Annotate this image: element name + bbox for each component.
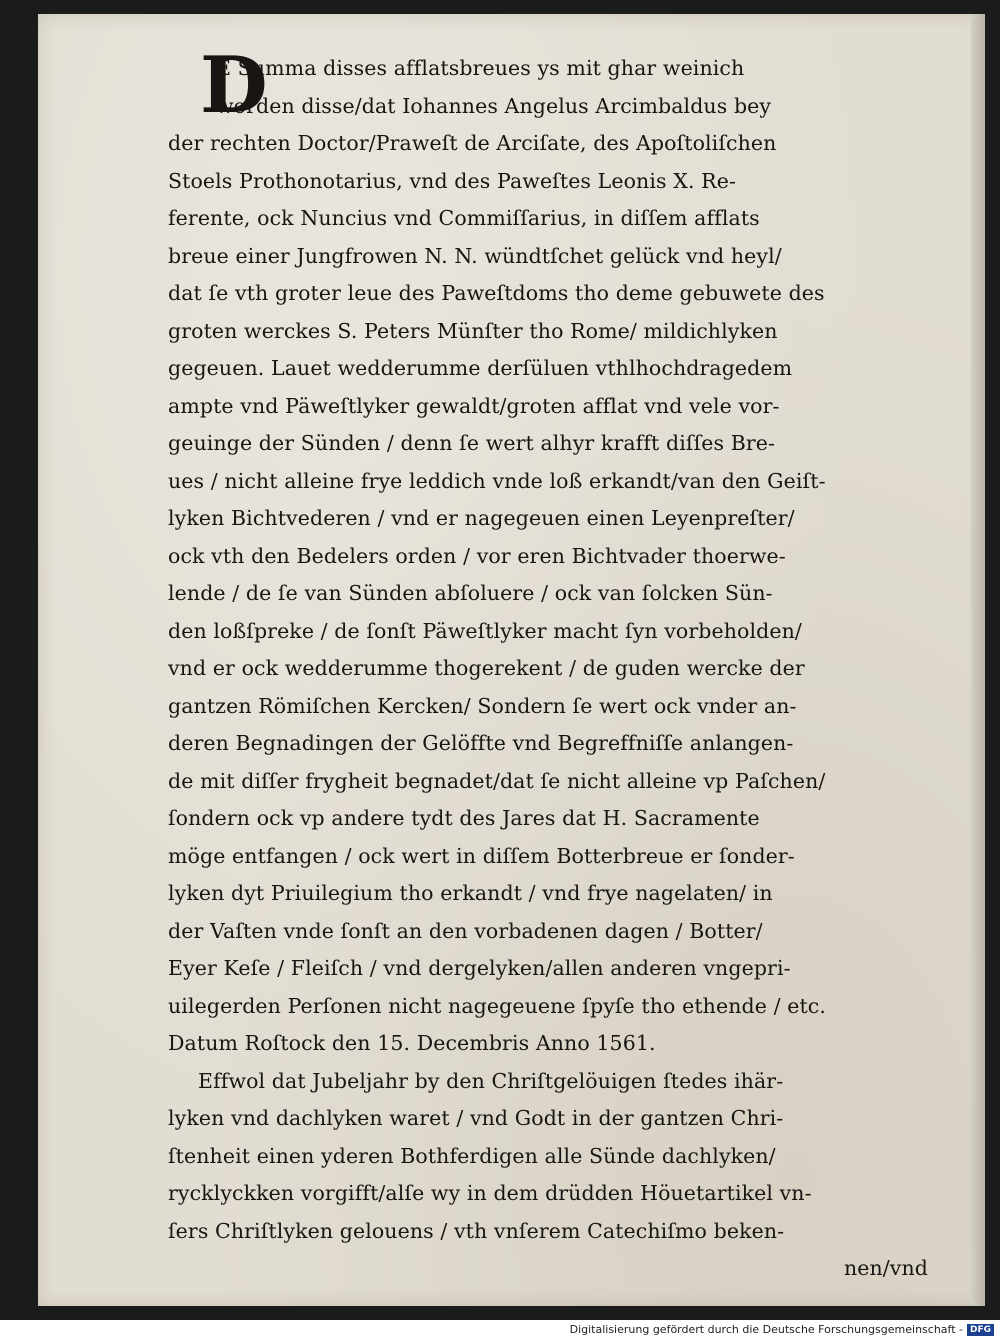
- text-line: gantzen Römiſchen Kercken/ Sondern ſe wert ock vnder an-: [168, 693, 797, 718]
- text-line: uilegerden Perſonen nicht nagegeuene ſpyſe tho ethende / etc.: [168, 993, 826, 1018]
- text-line: deren Begnadingen der Gelöffte vnd Begreffniſſe anlangen-: [168, 731, 794, 755]
- date-line: Datum Roſtock den 15. Decembris Anno 1561.: [168, 1031, 656, 1055]
- dfg-logo: DFG: [967, 1324, 994, 1336]
- text-line: ferente, ock Nuncius vnd Commiſſarius, in diſſem afflats: [168, 206, 760, 230]
- text-line: de mit diſſer frygheit begnadet/dat ſe nicht alleine vp Paſchen/: [168, 768, 826, 793]
- text-line: gegeuen. Lauet wedderumme derſüluen vthlhochdragedem: [168, 356, 793, 380]
- text-line: ſtenheit einen yderen Bothferdigen alle Sünde dachlyken/: [168, 1143, 776, 1168]
- funding-credit: Digitalisierung gefördert durch die Deutsche Forschungsgemeinschaft -: [569, 1323, 963, 1336]
- text-line: möge entfangen / ock wert in diſſem Botterbreue er ſonder-: [168, 843, 795, 868]
- text-line: Eyer Keſe / Fleiſch / vnd dergelyken/allen anderen vngepri-: [168, 956, 791, 980]
- text-line: worden disse/dat Iohannes Angelus Arcimbaldus bey: [216, 93, 772, 118]
- text-line: ock vth den Bedelers orden / vor eren Bichtvader thoerwe-: [168, 543, 786, 568]
- text-line: der rechten Doctor/Praweſt de Arciſate, des Apoſtoliſchen: [168, 131, 777, 155]
- catchword-line: nen/vnd: [843, 1256, 928, 1280]
- text-line: ampte vnd Päweſtlyker gewaldt/groten afflat vnd vele vor-: [168, 393, 780, 418]
- text-line: geuinge der Sünden / denn ſe wert alhyr krafft diſſes Bre-: [168, 431, 776, 455]
- text-line: lyken Bichtvederen / vnd er nagegeuen einen Leyenpreſter/: [168, 506, 795, 530]
- text-line: der Vaſten vnde ſonſt an den vorbadenen dagen / Botter/: [168, 918, 763, 943]
- drop-capital: D: [200, 40, 268, 131]
- text-line: Effwol dat Jubeljahr by den Chriſtgelöuigen ſtedes ihär-: [198, 1068, 784, 1093]
- text-line: groten werckes S. Peters Münſter tho Rome/ mildichlyken: [168, 318, 778, 343]
- text-line: breue einer Jungfrowen N. N. wündtſchet gelück vnd heyl/: [168, 243, 782, 268]
- text-line: vnd er ock wedderumme thogerekent / de guden wercke der: [168, 656, 805, 680]
- text-line: ſers Chriſtlyken gelouens / vth vnſerem Catechiſmo beken-: [168, 1218, 785, 1243]
- text-line: lyken vnd dachlyken waret / vnd Godt in der gantzen Chri-: [168, 1106, 784, 1130]
- footer-bar: [0, 1320, 1000, 1339]
- text-line: ſondern ock vp andere tydt des Jares dat H. Sacramente: [168, 806, 760, 830]
- page-text: [168, 50, 928, 1288]
- text-line: lende / de ſe van Sünden abſoluere / ock van ſolcken Sün-: [168, 581, 773, 605]
- text-line: den loßſpreke / de ſonſt Päweſtlyker macht ſyn vorbeholden/: [168, 618, 802, 643]
- text-line: Stoels Prothonotarius, vnd des Paweſtes Leonis X. Re-: [168, 168, 736, 193]
- text-line: ues / nicht alleine frye leddich vnde loß erkandt/van den Geiſt-: [168, 468, 826, 493]
- text-line: lyken dyt Priuilegium tho erkandt / vnd frye nagelaten/ in: [168, 881, 773, 905]
- text-line: dat ſe vth groter leue des Paweſtdoms tho deme gebuwete des: [168, 281, 825, 305]
- text-line: E Summa disses afflatsbreues ys mit ghar weinich: [216, 56, 745, 80]
- page-edge: [971, 14, 985, 1306]
- text-line: rycklyckken vorgifft/alſe wy in dem drüdden Höuetartikel vn-: [168, 1181, 812, 1205]
